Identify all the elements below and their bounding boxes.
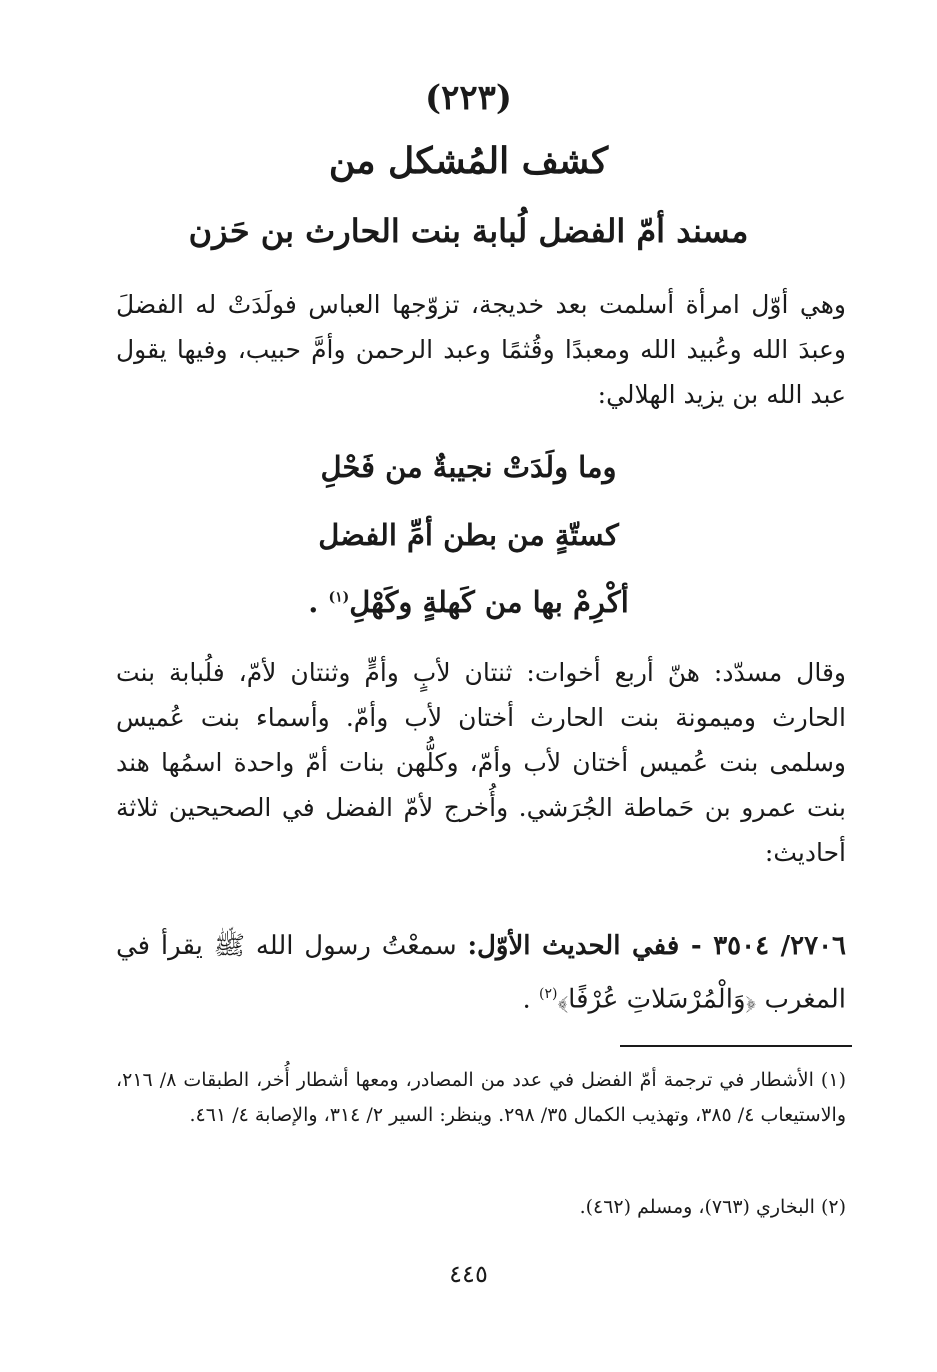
body-paragraph: وقال مسدّد: هنّ أربع أخوات: ثنتان لأبٍ وأمٍّ وثنتان لأمّ، فلُبابة بنت الحارث وميمونة بنت الحارث أختان لأب وأمّ. وأسماء بنت عُميس وسلمى بنت عُميس أختان لأب وأمّ، وكلُّهن بنات أمّ واحدة اسمُها هند بنت عمرو بن حَماطة الجُرَشي. وأُخرج لأمّ الفضل في الصحيحين ثلاثة أحاديث: (116, 658, 846, 867)
footnote-ref-2: (٢) (539, 986, 558, 1002)
hadith-paragraph (116, 922, 846, 1024)
hadith-text: سمعْتُ رسول الله ﷺ يقرأ في المغرب ﴿وَالْمُرْسَلاتِ عُرْفًا﴾ (116, 931, 846, 1015)
footnote-divider (620, 1045, 852, 1047)
entry-number: (٢٢٣) (425, 78, 512, 118)
chapter-title: كشف المُشكل من (328, 140, 609, 182)
footnote-2: (٢) البخاري (٧٦٣)، ومسلم (٤٦٢). (579, 1196, 846, 1218)
hadith-end-mark: . (522, 984, 531, 1015)
footnote-ref-1: (١) (328, 589, 350, 606)
intro-paragraph: وهي أوّل امرأة أسلمت بعد خديجة، تزوّجها العباس فولَدَتْ له الفضلَ وعبدَ الله وعُبيد الله ومعبدًا وقُثمًا وعبد الرحمن وأمَّ حبيب، وفيها يقول عبد الله بن يزيد الهلالي: (116, 290, 846, 409)
hadith-number: ٢٧٠٦/ ٣٥٠٤ - ففي الحديث الأوّل: (467, 931, 846, 961)
verse-line-3-text: أكْرِمْ بها من كَهلةٍ وكَهْلِ (349, 585, 629, 619)
verse-line-3 (100, 585, 837, 619)
verse-line-2: كستّةٍ من بطن أمِّ الفضل (318, 518, 619, 552)
page-number: ٤٤٥ (449, 1260, 488, 1288)
verse-line-1: وما ولَدَتْ نجيبةٌ من فَحْلِ (320, 450, 617, 484)
verse-end-mark: . (308, 585, 319, 619)
chapter-subtitle: مسند أمّ الفضل لُبابة بنت الحارث بن حَزن (188, 212, 749, 250)
footnote-1: (١) الأشطار في ترجمة أمّ الفضل في عدد من المصادر، ومعها أشطار أُخر، الطبقات ٨/ ٢١٦، والاستيعاب ٤/ ٣٨٥، وتهذيب الكمال ٣٥/ ٢٩٨. وينظر: السير ٢/ ٣١٤، والإصابة ٤/ ٤٦١. (116, 1069, 846, 1126)
